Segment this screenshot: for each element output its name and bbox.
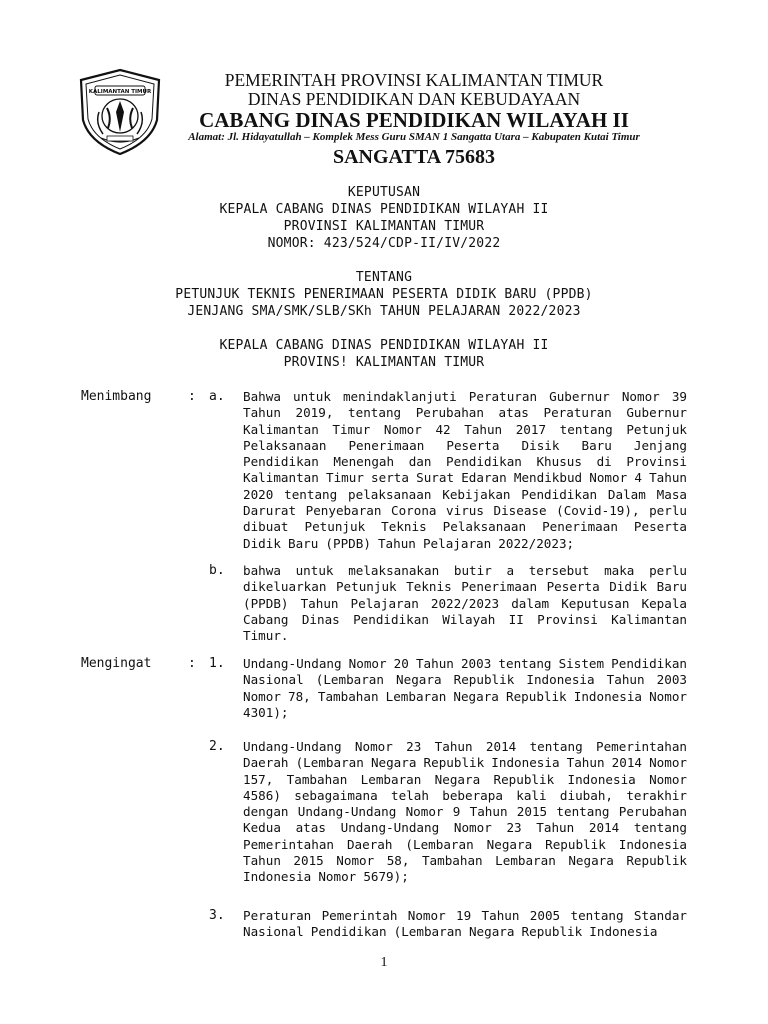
menimbang-item-b: bahwa untuk melaksanakan butir a tersebut maka perlu dikeluarkan Petunjuk Teknis Penerimaan Peserta Didik Baru (PPDB) Tahun Pelajaran 2022/2023 dalam Keputusan Kepala Cabang Dinas Pendidikan Wilayah II Provinsi Kalimantan Timur.: [243, 563, 687, 644]
mengingat-item-3: Peraturan Pemerintah Nomor 19 Tahun 2005 tentang Standar Nasional Pendidikan (Lembaran Negara Republik Indonesia: [243, 908, 687, 940]
item-marker: 2.: [209, 739, 225, 754]
page-number: 1: [380, 955, 388, 970]
svg-text:KALIMANTAN TIMUR: KALIMANTAN TIMUR: [88, 89, 152, 95]
decree-subject-line-2: JENJANG SMA/SMK/SLB/SKh TAHUN PELAJARAN 2022/2023: [187, 304, 581, 319]
letterhead-address: Alamat: Jl. Hidayatullah – Komplek Mess Guru SMAN 1 Sangatta Utara – Kabupaten Kutai Timur: [188, 131, 640, 143]
item-marker: a.: [209, 389, 225, 404]
letterhead-department: DINAS PENDIDIKAN DAN KEBUDAYAAN: [247, 89, 581, 109]
decree-issuer: KEPALA CABANG DINAS PENDIDIKAN WILAYAH II: [219, 202, 549, 217]
section-colon: :: [188, 656, 196, 671]
decree-subject-line-1: PETUNJUK TEKNIS PENERIMAAN PESERTA DIDIK BARU (PPDB): [175, 287, 593, 302]
decree-province: PROVINSI KALIMANTAN TIMUR: [283, 219, 485, 234]
decree-heading: KEPUTUSAN: [347, 185, 421, 200]
section-label-mengingat: Mengingat: [81, 656, 152, 671]
province-repeat: PROVINS! KALIMANTAN TIMUR: [283, 355, 485, 370]
letterhead-branch: CABANG DINAS PENDIDIKAN WILAYAH II: [199, 108, 629, 132]
item-marker: b.: [209, 563, 225, 578]
letterhead-government: PEMERINTAH PROVINSI KALIMANTAN TIMUR: [224, 70, 604, 90]
section-colon: :: [188, 389, 196, 404]
letterhead-city: SANGATTA 75683: [332, 146, 496, 168]
issuer-repeat: KEPALA CABANG DINAS PENDIDIKAN WILAYAH II: [219, 338, 549, 353]
item-marker: 3.: [209, 908, 225, 923]
mengingat-item-2: Undang-Undang Nomor 23 Tahun 2014 tentang Pemerintahan Daerah (Lembaran Negara Republik Indonesia Tahun 2014 Nomor 157, Tambahan Lembaran Negara Republik Indonesia Nomor 4586) sebagaimana telah beberapa kali diubah, terakhir dengan Undang-Undang Nomor 9 Tahun 2015 tentang Perubahan Kedua atas Undang-Undang Nomor 23 Tahun 2014 tentang Pemerintahan Daerah (Lembaran Negara Republik Indonesia Tahun 2015 Nomor 58, Tambahan Lembaran Negara Republik Indonesia Nomor 5679);: [243, 739, 687, 885]
section-label-menimbang: Menimbang: [81, 389, 152, 404]
mengingat-item-1: Undang-Undang Nomor 20 Tahun 2003 tentang Sistem Pendidikan Nasional (Lembaran Negara Republik Indonesia Tahun 2003 Nomor 78, Tambahan Lembaran Negara Republik Indonesia Nomor 4301);: [243, 656, 687, 720]
decree-number: NOMOR: 423/524/CDP-II/IV/2022: [267, 236, 501, 251]
item-marker: 1.: [209, 656, 225, 671]
letterhead: [0, 0, 768, 185]
menimbang-item-a: Bahwa untuk menindaklanjuti Peraturan Gubernur Nomor 39 Tahun 2019, tentang Perubahan atas Peraturan Gubernur Kalimantan Timur Nomor 42 Tahun 2017 tentang Petunjuk Pelaksanaan Penerimaan Peserta Disik Baru Jenjang Pendidikan Menengah dan Pendidikan Khusus di Provinsi Kalimantan Timur serta Surat Edaran Mendikbud Nomor 4 Tahun 2020 tentang pelaksanaan Kebijakan Pendidikan Dalam Masa Darurat Penyebaran Corona virus Disease (Covid-19), perlu dibuat Petunjuk Teknis Pelaksanaan Penerimaan Peserta Didik Baru (PPDB) Tahun Pelajaran 2022/2023;: [243, 389, 687, 551]
about-heading: TENTANG: [355, 270, 413, 285]
